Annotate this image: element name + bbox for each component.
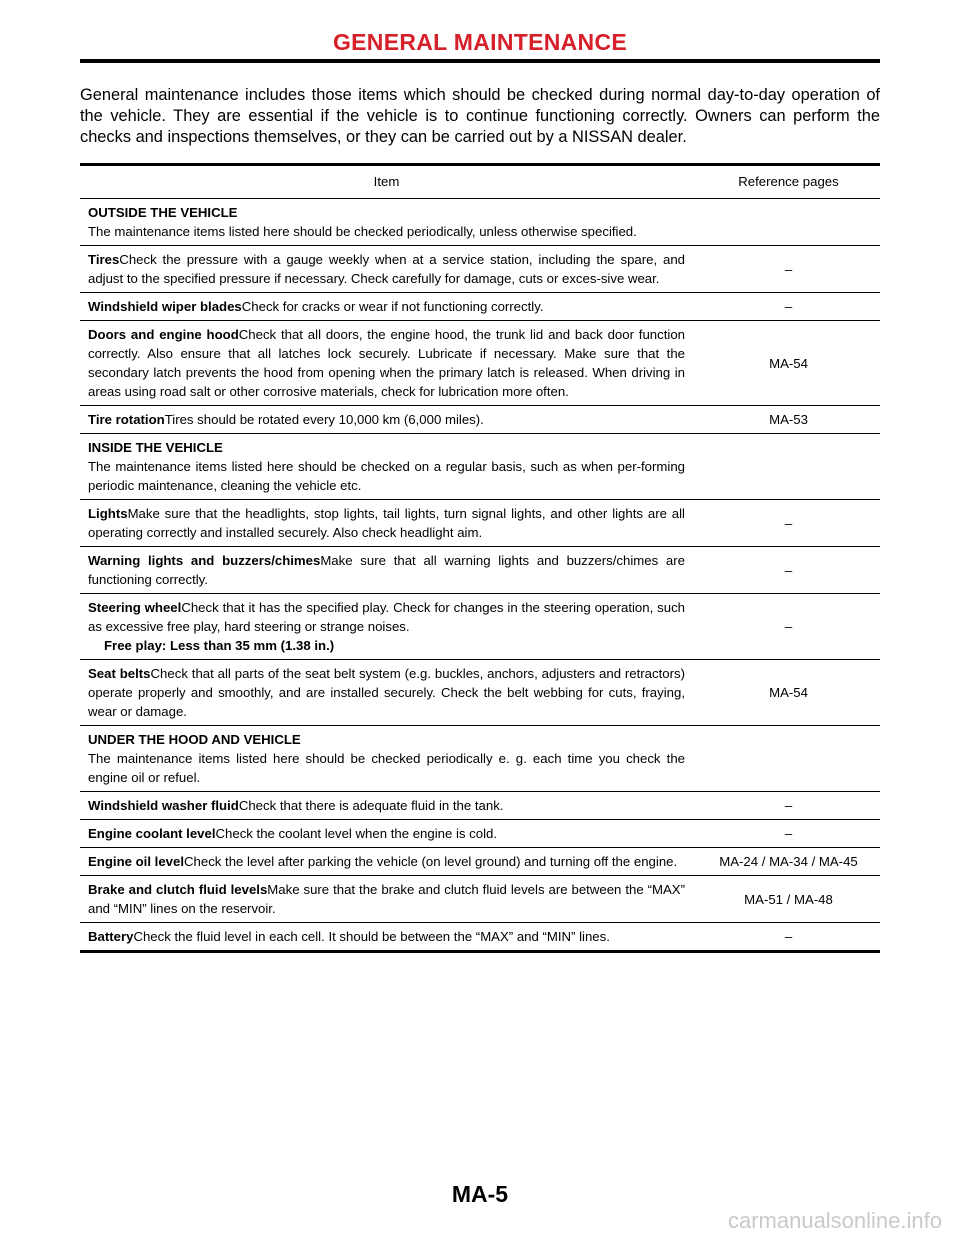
maintenance-table	[80, 163, 880, 953]
item-description: Check the coolant level when the engine is cold.	[215, 826, 498, 841]
table-row	[80, 792, 880, 820]
item-name: Engine coolant level	[88, 826, 216, 841]
watermark: carmanualsonline.info	[727, 1208, 942, 1233]
item-name: Windshield wiper blades	[88, 299, 242, 314]
reference-cell	[697, 199, 880, 246]
item-cell	[80, 594, 697, 660]
item-description: Check that all parts of the seat belt system (e.g. buckles, anchors, adjusters and retractors) operate properly and smoothly, and are installed securely. Check the belt webbing for cuts, fraying, wear or damage.	[88, 666, 685, 719]
item-cell	[80, 293, 697, 321]
section-heading: INSIDE THE VEHICLE	[88, 440, 223, 455]
table-row	[80, 848, 880, 876]
item-cell	[80, 792, 697, 820]
column-header-reference: Reference pages	[697, 165, 880, 199]
column-header-item: Item	[80, 165, 697, 199]
item-cell	[80, 923, 697, 952]
item-description: Check that there is adequate fluid in the tank.	[238, 798, 504, 813]
table-row	[80, 434, 880, 500]
item-cell	[80, 547, 697, 594]
item-name: Brake and clutch fluid levels	[88, 882, 268, 897]
header-rule	[80, 59, 880, 63]
page-number: MA-5	[451, 1181, 509, 1207]
item-cell	[80, 406, 697, 434]
table-row	[80, 660, 880, 726]
table-row	[80, 726, 880, 792]
reference-cell: –	[697, 293, 880, 321]
item-cell	[80, 820, 697, 848]
item-cell	[80, 434, 697, 500]
section-description: The maintenance items listed here should be checked periodically, unless otherwise specified.	[88, 224, 637, 239]
reference-cell: –	[697, 500, 880, 547]
item-name: Tires	[88, 252, 120, 267]
table-row	[80, 321, 880, 406]
reference-cell: MA-51 / MA-48	[697, 876, 880, 923]
item-cell	[80, 726, 697, 792]
table-row	[80, 820, 880, 848]
item-cell	[80, 199, 697, 246]
item-description: Make sure that all warning lights and buzzers/chimes are functioning correctly.	[88, 553, 685, 587]
item-name: Seat belts	[88, 666, 151, 681]
reference-cell: –	[697, 594, 880, 660]
table-body	[80, 199, 880, 952]
table-row	[80, 199, 880, 246]
table-row	[80, 246, 880, 293]
item-description: Check the fluid level in each cell. It should be between the “MAX” and “MIN” lines.	[133, 929, 610, 944]
page-header	[80, 28, 880, 63]
item-cell	[80, 660, 697, 726]
table-row	[80, 406, 880, 434]
item-name: Warning lights and buzzers/chimes	[88, 553, 321, 568]
item-cell	[80, 246, 697, 293]
table-header-row	[80, 165, 880, 199]
item-cell	[80, 500, 697, 547]
item-cell	[80, 876, 697, 923]
item-description: Check for cracks or wear if not functioning correctly.	[241, 299, 544, 314]
item-description: Check the pressure with a gauge weekly when at a service station, including the spare, and adjust to the specified pressure if necessary. Check carefully for damage, cuts or exces-sive wear.	[88, 252, 685, 286]
item-description: Check that it has the specified play. Check for changes in the steering operation, such as excessive free play, hard steering or strange noises.	[88, 600, 685, 634]
item-name: Lights	[88, 506, 128, 521]
item-cell	[80, 848, 697, 876]
reference-cell: MA-54	[697, 660, 880, 726]
section-heading: OUTSIDE THE VEHICLE	[88, 205, 238, 220]
reference-cell: MA-54	[697, 321, 880, 406]
table-row	[80, 923, 880, 952]
reference-cell: –	[697, 820, 880, 848]
item-description: Make sure that the brake and clutch fluid levels are between the “MAX” and “MIN” lines on the reservoir.	[88, 882, 685, 916]
reference-cell: –	[697, 792, 880, 820]
table-row	[80, 293, 880, 321]
table-row	[80, 500, 880, 547]
item-name: Battery	[88, 929, 134, 944]
section-description: The maintenance items listed here should be checked on a regular basis, such as when per-forming periodic maintenance, cleaning the vehicle etc.	[88, 459, 685, 493]
item-name: Doors and engine hood	[88, 327, 239, 342]
section-heading: UNDER THE HOOD AND VEHICLE	[88, 732, 301, 747]
reference-cell: –	[697, 246, 880, 293]
item-name: Tire rotation	[88, 412, 165, 427]
section-title: GENERAL MAINTENANCE	[332, 29, 628, 55]
item-name: Engine oil level	[88, 854, 185, 869]
intro-paragraph: General maintenance includes those items which should be checked during normal day-to-day operation of the vehicle. They are essential if the vehicle is to continue functioning correctly. Owners can perform the checks and inspections themselves, or they can be carried out by a NISSAN dealer.	[80, 86, 880, 146]
item-description: Check that all doors, the engine hood, the trunk lid and back door function correctly. Also ensure that all latches lock securely. Lubricate if necessary. Make sure that the secondary latch prevents the hood from opening when the primary latch is released. When driving in areas using road salt or other corrosive materials, check for lubrication more often.	[88, 327, 685, 399]
reference-cell: MA-53	[697, 406, 880, 434]
section-description: The maintenance items listed here should be checked periodically e. g. each time you check the engine oil or refuel.	[88, 751, 685, 785]
reference-cell: –	[697, 547, 880, 594]
table-row	[80, 547, 880, 594]
item-description: Make sure that the headlights, stop lights, tail lights, turn signal lights, and other lights are all operating correctly and installed securely. Also check headlight aim.	[88, 506, 685, 540]
reference-cell	[697, 434, 880, 500]
reference-cell	[697, 726, 880, 792]
item-description: Check the level after parking the vehicle (on level ground) and turning off the engine.	[184, 854, 678, 869]
table-row	[80, 876, 880, 923]
item-name: Windshield washer fluid	[88, 798, 239, 813]
reference-cell: –	[697, 923, 880, 952]
item-description: Tires should be rotated every 10,000 km (6,000 miles).	[164, 412, 484, 427]
reference-cell: MA-24 / MA-34 / MA-45	[697, 848, 880, 876]
item-name: Steering wheel	[88, 600, 182, 615]
table-row	[80, 594, 880, 660]
item-specification: Free play: Less than 35 mm (1.38 in.)	[104, 638, 335, 653]
item-cell	[80, 321, 697, 406]
